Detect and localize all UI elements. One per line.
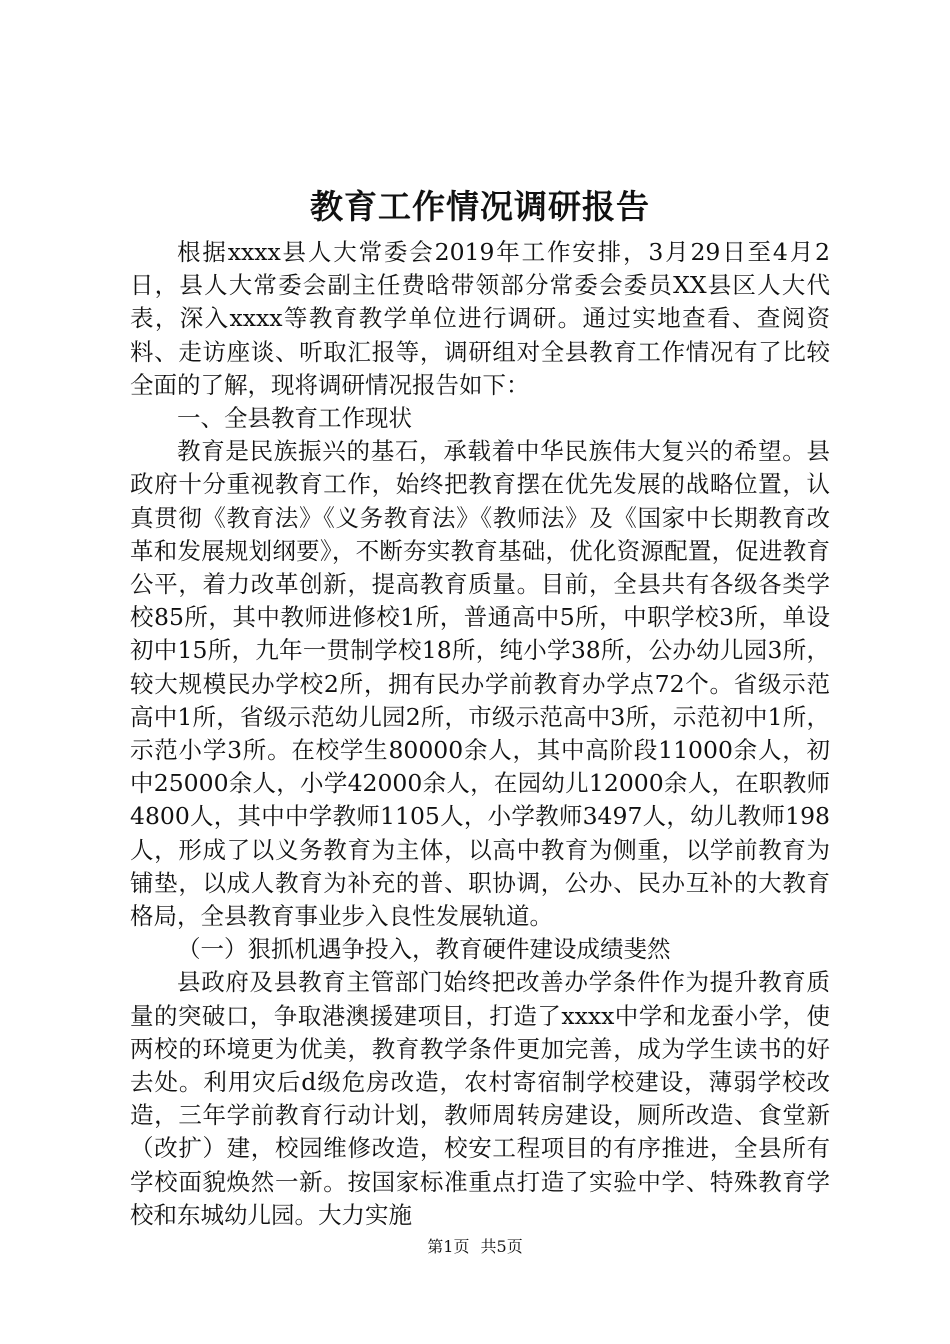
page-total: 共5页 <box>480 1237 523 1256</box>
page-footer <box>0 1237 950 1257</box>
section-heading-1: 一、全县教育工作现状 <box>177 404 412 433</box>
intro-paragraph: 根据xxxx县人大常委会2019年工作安排，3月29日至4月2日，县人大常委会副主任费晗带领部分常委会委员XX县区人大代表，深入xxxx等教育教学单位进行调研。通过实地查看、查阅资料、走访座谈、听取汇报等，调研组对全县教育工作情况有了比较全面的了解，现将调研情况报告如下： <box>130 238 830 399</box>
document-title: 教育工作情况调研报告 <box>310 187 650 226</box>
page-number: 第1页 <box>427 1237 470 1256</box>
document-page <box>130 180 830 1232</box>
overview-paragraph: 教育是民族振兴的基石，承载着中华民族伟大复兴的希望。县政府十分重视教育工作，始终把教育摆在优先发展的战略位置，认真贯彻《教育法》《义务教育法》《教师法》及《国家中长期教育改革和发展规划纲要》，不断夯实教育基础，优化资源配置，促进教育公平，着力改革创新，提高教育质量。目前，全县共有各级各类学校85所，其中教师进修校1所，普通高中5所，中职学校3所，单设初中15所，九年一贯制学校18所，纯小学38所，公办幼儿园3所，较大规模民办学校2所，拥有民办学前教育办学点72个。省级示范高中1所，省级示范幼儿园2所，市级示范高中3所，示范初中1所，示范小学3所。在校学生80000余人，其中高阶段11000余人，初中25000余人，小学42000余人，在园幼儿12000余人，在职教师4800人，其中中学教师1105人，小学教师3497人，幼儿教师198人，形成了以义务教育为主体，以高中教育为侧重，以学前教育为铺垫，以成人教育为补充的普、职协调，公办、民办互补的大教育格局，全县教育事业步入良性发展轨道。 <box>130 437 830 931</box>
subsection-heading-1: （一）狠抓机遇争投入，教育硬件建设成绩斐然 <box>177 935 671 964</box>
hardware-paragraph: 县政府及县教育主管部门始终把改善办学条件作为提升教育质量的突破口，争取港澳援建项目，打造了xxxx中学和龙蚕小学，使两校的环境更为优美，教育教学条件更加完善，成为学生读书的好去处。利用灾后d级危房改造，农村寄宿制学校建设，薄弱学校改造，三年学前教育行动计划，教师周转房建设，厕所改造、食堂新（改扩）建，校园维修改造，校安工程项目的有序推进，全县所有学校面貌焕然一新。按国家标准重点打造了实验中学、特殊教育学校和东城幼儿园。大力实施 <box>130 968 830 1229</box>
